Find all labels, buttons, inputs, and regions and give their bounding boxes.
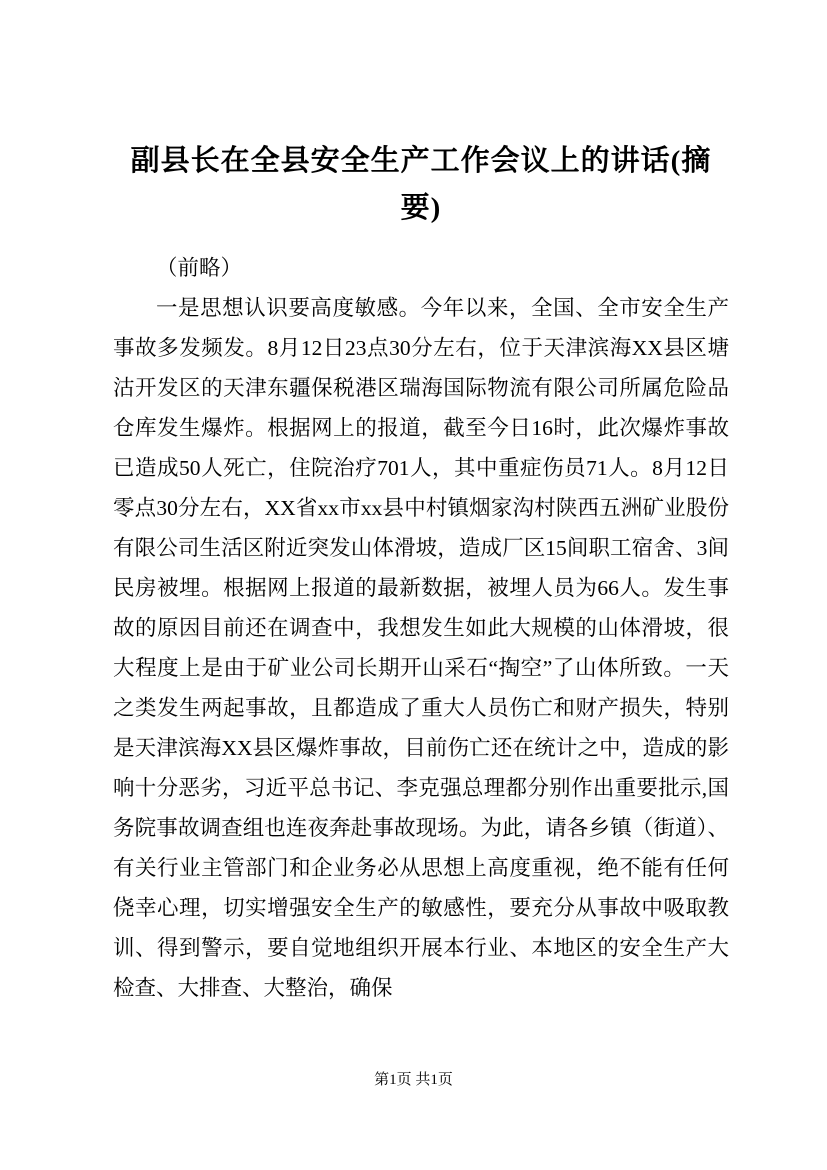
page-number-footer: 第1页 共1页 [374,1072,453,1088]
document-title: 副县长在全县安全生产工作会议上的讲话(摘要) [130,145,712,224]
preamble-paragraph: （前略） [156,256,243,280]
body-paragraph: 一是思想认识要高度敏感。今年以来，全国、全市安全生产事故多发频发。8月12日23点30分左右，位于天津滨海XX县区塘沽开发区的天津东疆保税港区瑞海国际物流有限公司所属危险品仓库发生爆炸。根据网上的报道，截至今日16时，此次爆炸事故已造成50人死亡，住院治疗701人，其中重症伤员71人。8月12日零点30分左右，XX省xx市xx县中村镇烟家沟村陕西五洲矿业股份有限公司生活区附近突发山体滑坡，造成厂区15间职工宿舍、3间民房被埋。根据网上报道的最新数据，被埋人员为66人。发生事故的原因目前还在调查中，我想发生如此大规模的山体滑坡，很大程度上是由于矿业公司长期开山采石“掏空”了山体所致。一天之类发生两起事故，且都造成了重大人员伤亡和财产损失，特别是天津滨海XX县区爆炸事故，目前伤亡还在统计之中，造成的影响十分恶劣，习近平总书记、李克强总理都分别作出重要批示,国务院事故调查组也连夜奔赴事故现场。为此，请各乡镇（街道）、有关行业主管部门和企业务必从思想上高度重视，绝不能有任何侥幸心理，切实增强安全生产的敏感性，要充分从事故中吸取教训、得到警示，要自觉地组织开展本行业、本地区的安全生产大检查、大排查、大整治，确保 [113,296,729,1000]
document-content [113,138,729,1008]
